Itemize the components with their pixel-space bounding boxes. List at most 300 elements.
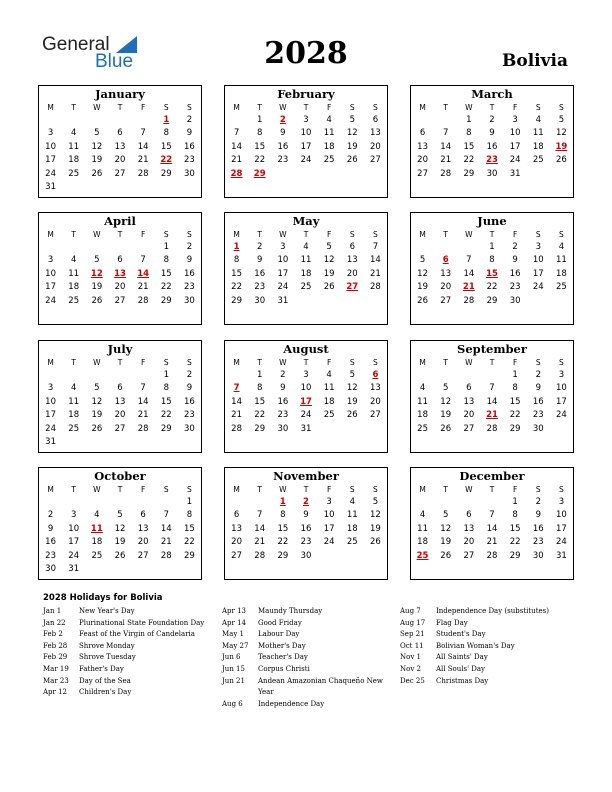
day-cell: 30 [254,295,266,306]
day-cell: 24 [323,537,335,548]
day-cell: 30 [184,168,195,179]
day-cell: 25 [556,282,567,293]
day-cell: 6 [117,255,123,266]
holiday-name: Feast of the Virgin of Candelaria [79,630,195,639]
day-cell: 16 [532,396,544,407]
day-cell: 22 [184,537,195,548]
day-cell: 26 [370,537,381,548]
weekday-header: F [140,102,146,112]
day-cell: 14 [463,268,475,279]
day-cell: 13 [114,396,126,407]
day-cell: 19 [346,396,358,407]
day-cell: 28 [230,168,243,179]
month-november [224,467,388,580]
day-cell: 19 [346,141,358,152]
empty-cell [108,563,131,577]
day-cell: 10 [45,141,56,152]
weekday-header: S [559,102,564,112]
weekday-header: F [326,484,332,494]
month-september [410,340,574,453]
day-cell: 8 [257,383,263,394]
day-cell: 10 [68,523,80,534]
empty-cell [225,113,248,127]
empty-cell [434,495,457,509]
holiday-column [400,606,570,687]
day-cell: 22 [463,155,475,166]
holiday-name: Shrove Monday [79,641,135,650]
holiday-item [222,641,390,653]
empty-cell [178,563,201,577]
day-cell: 7 [233,128,240,139]
day-cell: 25 [68,168,80,179]
day-cell: 12 [114,523,126,534]
day-cell: 25 [323,155,335,166]
day-cell: 5 [94,383,100,394]
holiday-name: Shrove Tuesday [79,653,136,662]
holiday-date: Jun 6 [222,653,241,662]
day-cell: 11 [346,510,358,521]
weekday-header: T [71,102,76,112]
day-cell: 25 [323,410,335,421]
day-cell: 17 [300,141,312,152]
day-cell: 11 [323,383,335,394]
empty-cell [434,368,457,382]
weekday-header: S [163,357,169,367]
day-cell: 14 [254,523,266,534]
day-cell: 7 [489,510,495,521]
weekday-header: T [489,229,495,239]
day-cell: 18 [323,396,335,407]
weekday-header: T [257,229,262,239]
day-cell: 6 [140,510,146,521]
day-cell: 24 [45,423,56,434]
weekday-header: T [71,229,76,239]
day-cell: 14 [160,523,172,534]
weekday-header: F [512,102,518,112]
day-cell: 3 [47,383,54,394]
day-cell: 22 [509,410,521,421]
day-cell: 15 [277,523,289,534]
day-cell: 11 [417,523,428,534]
empty-cell [318,422,341,436]
holiday-name: All Saints' Day [436,653,488,662]
day-cell: 17 [45,155,56,166]
day-cell: 5 [443,383,449,394]
weekday-header: S [373,102,378,112]
day-cell: 10 [300,128,312,139]
weekday-header: M [47,229,54,239]
weekday-header: S [373,484,378,494]
weekday-header: S [349,102,355,112]
day-cell: 10 [556,510,567,521]
day-cell: 3 [71,510,77,521]
day-cell: 26 [346,410,358,421]
day-cell: 24 [556,410,567,421]
day-cell: 17 [68,537,80,548]
day-cell: 11 [300,255,312,266]
day-cell: 19 [417,282,428,293]
day-cell: 13 [137,523,149,534]
day-cell: 14 [231,396,242,407]
day-cell: 10 [509,128,521,139]
empty-cell [225,495,248,509]
weekday-header: F [326,357,332,367]
day-cell: 15 [160,396,172,407]
weekday-header: M [419,229,426,239]
day-cell: 28 [370,282,381,293]
empty-cell [364,167,387,181]
day-cell: 1 [163,114,170,125]
day-cell: 21 [160,537,172,548]
day-cell: 20 [137,537,149,548]
month-june [410,212,574,325]
weekday-header: W [279,357,287,367]
day-cell: 17 [45,282,56,293]
day-cell: 3 [303,114,309,125]
empty-cell [108,113,131,127]
day-cell: 25 [346,537,358,548]
day-cell: 10 [277,255,289,266]
day-cell: 20 [346,268,358,279]
day-cell: 4 [71,128,77,139]
weekday-header: S [535,357,541,367]
empty-cell [364,422,387,436]
day-cell: 18 [300,268,312,279]
day-cell: 2 [186,369,193,380]
day-cell: 13 [370,128,381,139]
holiday-item [222,618,390,630]
day-cell: 15 [486,268,498,279]
weekday-header: F [326,229,332,239]
day-cell: 7 [489,383,495,394]
weekday-header: S [373,229,378,239]
holiday-item [43,629,211,641]
holiday-name: All Souls' Day [436,664,485,673]
day-cell: 22 [231,282,242,293]
day-cell: 13 [231,523,242,534]
holiday-name: Flag Day [436,618,468,627]
empty-cell [85,113,108,127]
holiday-item [400,606,570,618]
day-cell: 3 [47,128,54,139]
empty-cell [132,563,155,577]
empty-cell [411,368,434,382]
holiday-name: Good Friday [258,618,302,627]
day-cell: 20 [114,155,126,166]
empty-cell [62,368,85,382]
empty-cell [434,113,457,127]
empty-cell [85,368,108,382]
empty-cell [411,495,434,509]
day-cell: 22 [160,155,173,166]
day-cell: 18 [91,537,103,548]
page-title-year: 2028 [264,36,348,71]
month-name: October [94,469,146,483]
day-cell: 26 [346,155,358,166]
weekday-header: S [535,102,541,112]
weekday-header: T [117,102,123,112]
day-cell: 21 [254,537,266,548]
day-cell: 16 [509,268,521,279]
weekday-header: S [163,102,169,112]
day-cell: 22 [254,155,266,166]
weekday-header: W [465,229,473,239]
day-cell: 21 [137,155,149,166]
weekday-header: T [489,102,495,112]
day-cell: 15 [509,396,521,407]
day-cell: 30 [486,168,498,179]
empty-cell [132,240,155,254]
weekday-header: W [93,484,101,494]
weekday-header: W [465,102,473,112]
day-cell: 27 [463,550,475,561]
day-cell: 23 [254,282,266,293]
day-cell: 11 [68,268,80,279]
day-cell: 13 [463,523,475,534]
day-cell: 25 [532,155,544,166]
day-cell: 13 [114,268,126,279]
holiday-name: Teacher's Day [258,653,308,662]
day-cell: 28 [463,295,475,306]
day-cell: 4 [326,369,332,380]
day-cell: 1 [279,496,286,507]
holiday-item [222,606,390,618]
empty-cell [62,495,85,509]
weekday-header: T [443,102,448,112]
day-cell: 13 [346,255,358,266]
weekday-header: S [349,229,355,239]
empty-cell [411,240,434,254]
day-cell: 15 [463,141,475,152]
day-cell: 21 [137,410,149,421]
day-cell: 26 [556,155,567,166]
empty-cell [364,294,387,308]
weekday-header: T [443,357,448,367]
empty-cell [341,549,364,563]
empty-cell [155,495,178,509]
weekday-header: T [257,357,262,367]
weekday-header: F [140,229,146,239]
day-cell: 12 [556,128,567,139]
day-cell: 12 [91,396,103,407]
day-cell: 8 [466,128,472,139]
holiday-item [43,664,211,676]
day-cell: 31 [300,423,312,434]
weekday-header: T [71,357,76,367]
day-cell: 28 [231,423,242,434]
weekday-header: S [187,357,192,367]
day-cell: 31 [45,437,56,448]
day-cell: 2 [512,241,518,252]
day-cell: 31 [68,564,80,575]
day-cell: 28 [440,168,452,179]
empty-cell [132,436,155,450]
weekday-header: M [233,484,240,494]
month-name: March [471,87,513,101]
holiday-name: Labour Day [258,630,300,639]
weekday-header: W [465,484,473,494]
empty-cell [527,167,550,181]
holiday-item [222,664,390,676]
day-cell: 1 [512,369,518,380]
day-cell: 14 [486,396,498,407]
day-cell: 9 [47,523,54,534]
country-name: Bolivia [502,51,568,71]
empty-cell [39,368,62,382]
day-cell: 4 [535,114,541,125]
day-cell: 10 [532,255,544,266]
empty-cell [132,368,155,382]
day-cell: 23 [509,282,521,293]
day-cell: 30 [277,423,289,434]
empty-cell [294,167,317,181]
weekday-header: M [47,102,54,112]
day-cell: 7 [140,255,146,266]
holiday-name: Father's Day [79,664,124,673]
day-cell: 26 [440,550,452,561]
day-cell: 12 [346,128,358,139]
day-cell: 16 [184,141,195,152]
day-cell: 16 [45,537,56,548]
day-cell: 19 [323,268,335,279]
weekday-header: M [419,357,426,367]
holiday-date: Apr 12 [43,688,68,697]
holiday-date: Dec 25 [400,676,425,685]
day-cell: 2 [257,241,263,252]
empty-cell [155,436,178,450]
day-cell: 19 [555,141,568,152]
day-cell: 2 [535,496,541,507]
day-cell: 29 [254,423,266,434]
day-cell: 24 [556,537,567,548]
day-cell: 29 [277,550,289,561]
day-cell: 21 [462,282,475,293]
day-cell: 11 [90,523,103,534]
day-cell: 19 [114,537,126,548]
day-cell: 25 [68,295,80,306]
day-cell: 6 [466,383,472,394]
day-cell: 11 [417,396,428,407]
weekday-header: T [257,102,262,112]
day-cell: 14 [231,141,242,152]
day-cell: 14 [486,523,498,534]
day-cell: 24 [300,155,312,166]
empty-cell [39,113,62,127]
day-cell: 9 [535,383,541,394]
month-march [410,85,574,198]
day-cell: 15 [231,268,242,279]
day-cell: 24 [45,295,56,306]
day-cell: 4 [326,114,332,125]
weekday-header: M [233,357,240,367]
weekday-header: M [419,484,426,494]
day-cell: 3 [558,496,565,507]
day-cell: 28 [137,423,149,434]
day-cell: 2 [186,114,193,125]
day-cell: 7 [257,510,263,521]
day-cell: 2 [186,241,193,252]
holiday-item [43,687,211,699]
day-cell: 26 [417,295,428,306]
day-cell: 19 [91,155,103,166]
day-cell: 8 [233,255,240,266]
empty-cell [341,294,364,308]
day-cell: 8 [163,128,169,139]
holiday-item [222,676,390,699]
day-cell: 6 [466,510,472,521]
day-cell: 6 [419,128,426,139]
holiday-item [400,618,570,630]
holiday-name: Corpus Christi [258,664,310,673]
day-cell: 16 [184,396,195,407]
holiday-name: Christmas Day [436,676,489,685]
day-cell: 23 [532,537,544,548]
day-cell: 4 [303,241,309,252]
empty-cell [155,181,178,195]
weekday-header: S [163,229,169,239]
day-cell: 12 [90,268,103,279]
logo-word-general: General [42,34,110,55]
day-cell: 18 [417,537,428,548]
weekday-header: T [71,484,76,494]
day-cell: 15 [254,141,266,152]
empty-cell [85,181,108,195]
day-cell: 9 [186,128,193,139]
day-cell: 5 [117,510,123,521]
day-cell: 11 [532,128,544,139]
day-cell: 20 [114,282,126,293]
weekday-header: T [303,102,309,112]
day-cell: 26 [440,423,452,434]
month-february [224,85,388,198]
empty-cell [132,495,155,509]
day-cell: 10 [45,268,56,279]
day-cell: 6 [117,383,123,394]
day-cell: 19 [91,282,103,293]
day-cell: 29 [509,423,521,434]
holiday-item [43,606,211,618]
empty-cell [457,368,480,382]
empty-cell [527,294,550,308]
day-cell: 29 [160,423,172,434]
day-cell: 17 [532,268,544,279]
day-cell: 29 [231,295,242,306]
day-cell: 18 [323,141,335,152]
day-cell: 2 [47,510,54,521]
day-cell: 20 [231,537,242,548]
day-cell: 4 [558,241,565,252]
day-cell: 22 [277,537,289,548]
day-cell: 27 [231,550,242,561]
day-cell: 8 [512,383,518,394]
holiday-item [43,618,211,630]
holiday-date: Mar 19 [43,664,69,673]
empty-cell [132,181,155,195]
day-cell: 2 [279,114,286,125]
day-cell: 23 [532,410,544,421]
day-cell: 27 [370,155,381,166]
day-cell: 18 [68,155,80,166]
day-cell: 16 [532,523,544,534]
day-cell: 20 [370,141,381,152]
day-cell: 24 [45,168,56,179]
day-cell: 21 [486,537,498,548]
day-cell: 24 [532,282,544,293]
day-cell: 13 [114,141,126,152]
holiday-date: Aug 6 [222,699,243,708]
weekday-header: F [326,102,332,112]
day-cell: 31 [509,168,521,179]
